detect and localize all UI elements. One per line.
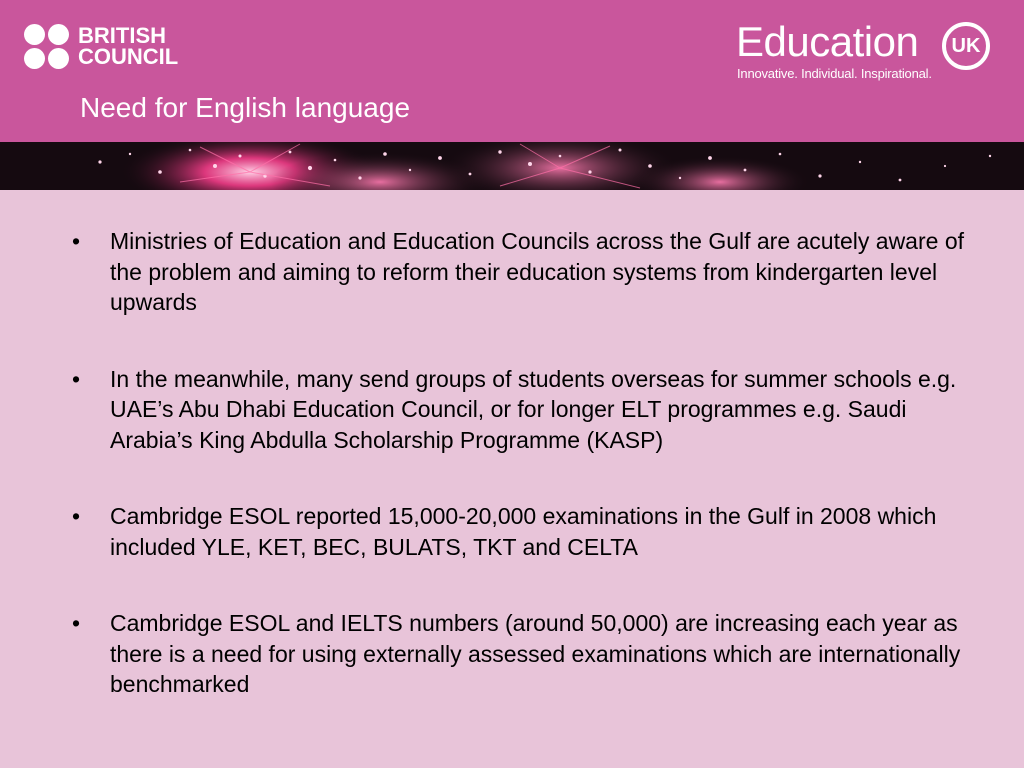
education-uk-tagline: Innovative. Individual. Inspirational. bbox=[737, 66, 932, 81]
bullet-item bbox=[72, 608, 972, 700]
british-council-line-2: COUNCIL bbox=[78, 44, 179, 69]
bullet-text: Ministries of Education and Education Councils across the Gulf are acutely aware of the problem and aiming to reform their education systems from kindergarten level upwards bbox=[110, 228, 964, 315]
slide-header bbox=[0, 0, 1024, 142]
fireworks-banner-image bbox=[0, 142, 1024, 190]
british-council-wordmark bbox=[78, 25, 178, 67]
bullet-item bbox=[72, 501, 972, 562]
british-council-dots-icon bbox=[24, 24, 70, 70]
slide-title: Need for English language bbox=[80, 92, 411, 123]
education-uk-logo bbox=[736, 18, 1006, 88]
bullet-item bbox=[72, 226, 972, 318]
bullet-dot-icon: • bbox=[72, 228, 81, 254]
bullet-text: Cambridge ESOL and IELTS numbers (around 50,000) are increasing each year as there is a need for using externally assessed examinations which are internationally benchmarked bbox=[110, 610, 961, 697]
fireworks-banner bbox=[0, 142, 1024, 190]
british-council-line-1: BRITISH bbox=[78, 23, 166, 48]
bullet-text: Cambridge ESOL reported 15,000-20,000 examinations in the Gulf in 2008 which included YLE, KET, BEC, BULATS, TKT and CELTA bbox=[110, 503, 937, 560]
bullet-list bbox=[72, 226, 972, 700]
bullet-dot-icon: • bbox=[72, 503, 81, 529]
slide-body bbox=[72, 226, 972, 746]
bullet-item bbox=[72, 364, 972, 456]
bullet-text: In the meanwhile, many send groups of students overseas for summer schools e.g. UAE’s Abu Dhabi Education Council, or for longer ELT programmes e.g. Saudi Arabia’s King Abdulla Scholarship Programme (KASP) bbox=[110, 365, 957, 453]
education-uk-badge-icon: UK bbox=[942, 22, 990, 70]
bullet-dot-icon: • bbox=[72, 365, 81, 392]
education-uk-word: Education bbox=[736, 18, 919, 65]
bullet-dot-icon: • bbox=[72, 610, 81, 636]
